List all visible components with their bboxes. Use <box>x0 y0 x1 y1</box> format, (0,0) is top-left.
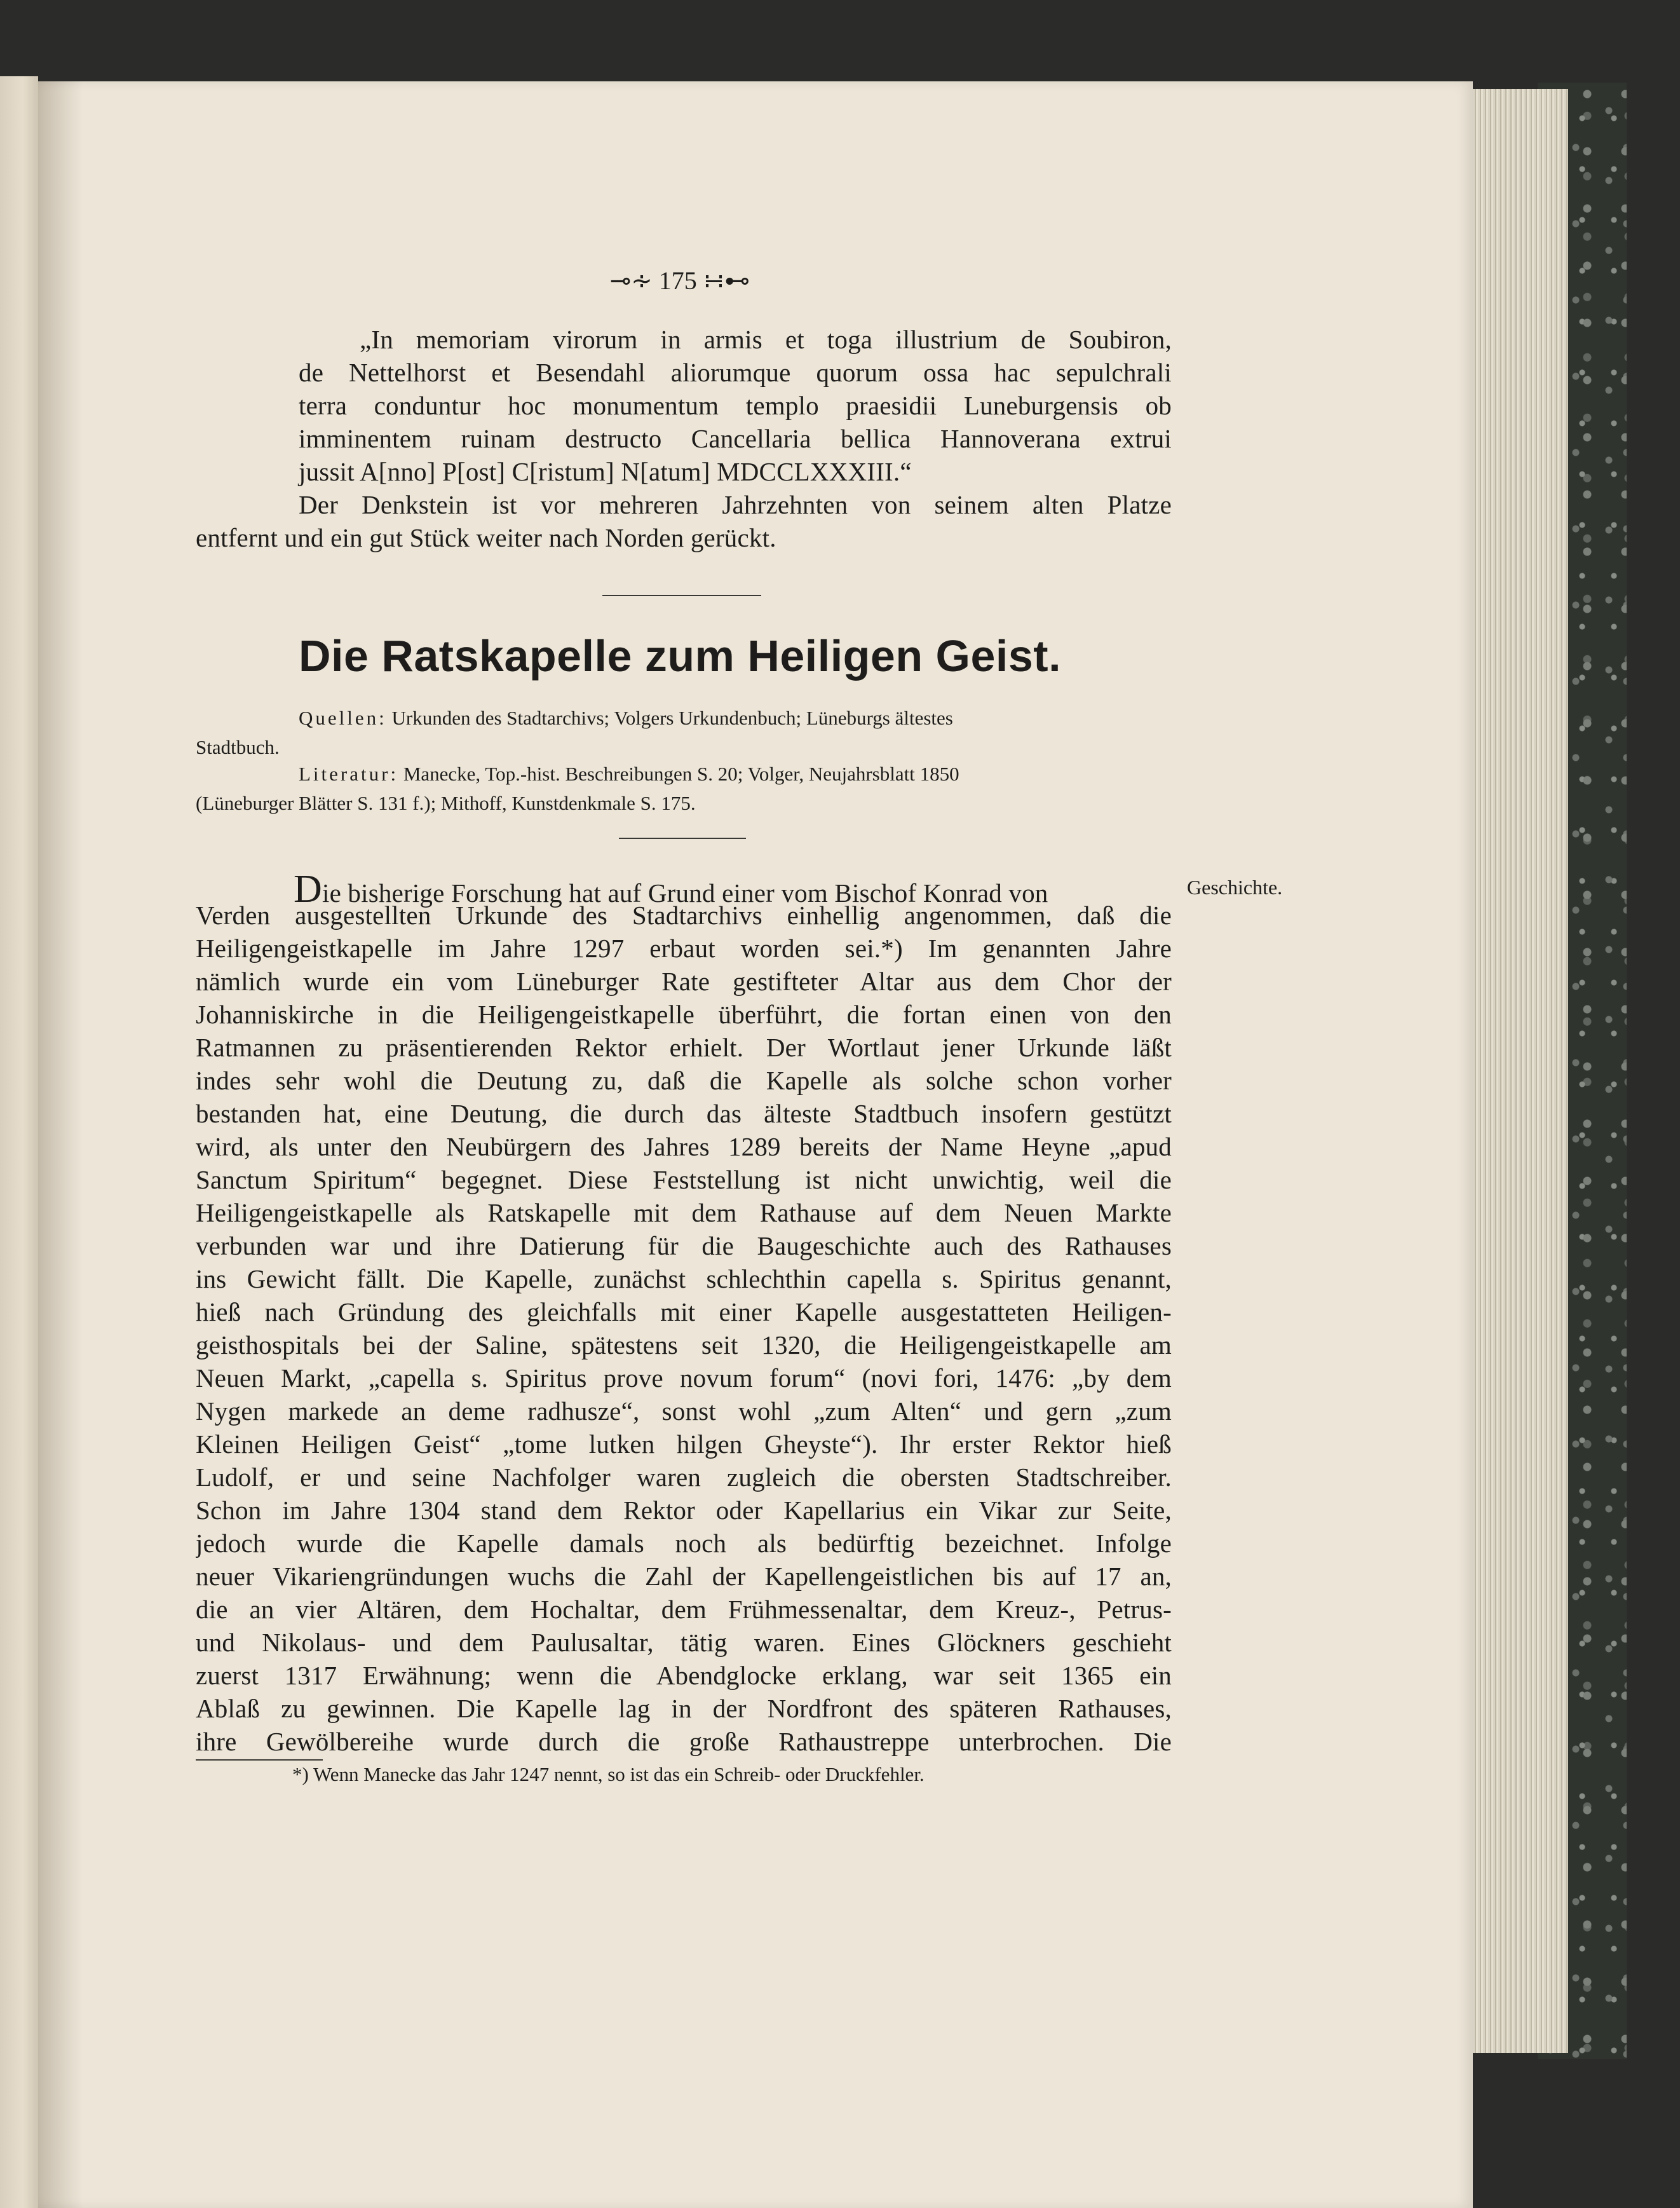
page-header <box>597 266 762 296</box>
body-line: zuerst 1317 Erwähnung; wenn die Abendglocke erklang, war seit 1365 ein <box>196 1661 1172 1690</box>
body-line: Nygen markede an deme radhusze“, sonst wohl „zum Alten“ und gern „zum <box>196 1396 1172 1426</box>
body-line: Verden ausgestellten Urkunde des Stadtarchivs einhellig angenommen, daß die <box>196 901 1172 930</box>
quote-line: jussit A[nno] P[ost] C[ristum] N[atum] MDCCLXXXIII.“ <box>299 457 912 486</box>
body-line: geisthospitals bei der Saline, spätestens seit 1320, die Heiligengeistkapelle am <box>196 1330 1172 1360</box>
body-line: Ludolf, er und seine Nachfolger waren zugleich die obersten Stadtschreiber. <box>196 1462 1172 1492</box>
body-line: Kleinen Heiligen Geist“ „tome lutken hilgen Gheyste“). Ihr erster Rektor hieß <box>196 1429 1172 1459</box>
intro-line: Der Denkstein ist vor mehreren Jahrzehnten von seinem alten Platze <box>299 490 1172 519</box>
quote-line: „In memoriam virorum in armis et toga illustrium de Soubiron, <box>360 325 1172 354</box>
facing-page-edge <box>0 76 38 2208</box>
body-line: Johanniskirche in die Heiligengeistkapelle überführt, die fortan einen von den <box>196 1000 1172 1029</box>
body-line: wird, als unter den Neubürgern des Jahres 1289 bereits der Name Heyne „apud <box>196 1132 1172 1161</box>
literature-label: Literatur: <box>299 763 399 785</box>
body-first-line-text: ie bisherige Forschung hat auf Grund einer vom Bischof Konrad von <box>322 878 1048 908</box>
sources-divider <box>619 838 746 839</box>
sources-line <box>299 707 953 730</box>
literature-line <box>299 763 959 786</box>
body-line: verbunden war und ihre Datierung für die Baugeschichte auch des Rathauses <box>196 1231 1172 1260</box>
body-line: Heiligengeistkapelle als Ratskapelle mit dem Rathause auf dem Neuen Markte <box>196 1198 1172 1227</box>
body-line: Heiligengeistkapelle im Jahre 1297 erbaut worden sei.*) Im genannten Jahre <box>196 934 1172 963</box>
body-line: bestanden hat, eine Deutung, die durch das älteste Stadtbuch insofern gestützt <box>196 1099 1172 1128</box>
page-edges <box>1473 89 1568 2053</box>
body-line: Sanctum Spiritum“ begegnet. Diese Feststellung ist nicht unwichtig, weil die <box>196 1165 1172 1194</box>
page-gutter-shadow <box>38 81 83 2208</box>
section-title: Die Ratskapelle zum Heiligen Geist. <box>298 631 1062 681</box>
intro-line: entfernt und ein gut Stück weiter nach Norden gerückt. <box>196 523 776 552</box>
literature-text: Manecke, Top.-hist. Beschreibungen S. 20; Volger, Neujahrsblatt 1850 <box>403 763 959 785</box>
page-number: 175 <box>658 266 697 295</box>
body-line: indes sehr wohl die Deutung zu, daß die Kapelle als solche schon vorher <box>196 1066 1172 1095</box>
body-line: und Nikolaus- und dem Paulusaltar, tätig waren. Eines Glöckners geschieht <box>196 1628 1172 1657</box>
body-line: ins Gewicht fällt. Die Kapelle, zunächst schlechthin capella s. Spiritus genannt, <box>196 1264 1172 1293</box>
body-line: nämlich wurde ein vom Lüneburger Rate gestifteter Altar aus dem Chor der <box>196 967 1172 996</box>
footnote: *) Wenn Manecke das Jahr 1247 nennt, so ist das ein Schreib- oder Druckfehler. <box>292 1763 925 1785</box>
margin-note: Geschichte. <box>1187 876 1283 899</box>
ornament-right: ∺⊷ <box>703 266 750 295</box>
quote-line: de Nettelhorst et Besendahl aliorumque quorum ossa hac sepulchrali <box>299 358 1172 387</box>
body-line: die an vier Altären, dem Hochaltar, dem Frühmessenaltar, dem Kreuz-, Petrus- <box>196 1595 1172 1624</box>
body-line: Ratmannen zu präsentierenden Rektor erhielt. Der Wortlaut jener Urkunde läßt <box>196 1033 1172 1062</box>
sources-text: Urkunden des Stadtarchivs; Volgers Urkundenbuch; Lüneburgs ältestes <box>391 707 953 729</box>
section-divider <box>602 595 761 596</box>
ornament-left: ⊸∻ <box>609 266 653 295</box>
body-line: hieß nach Gründung des gleichfalls mit einer Kapelle ausgestatteten Heiligen- <box>196 1297 1172 1326</box>
quote-line: imminentem ruinam destructo Cancellaria bellica Hannoverana extrui <box>299 424 1172 453</box>
body-line: Ablaß zu gewinnen. Die Kapelle lag in der Nordfront des späteren Rathauses, <box>196 1694 1172 1723</box>
body-line: Schon im Jahre 1304 stand dem Rektor oder Kapellarius ein Vikar zur Seite, <box>196 1496 1172 1525</box>
body-line: jedoch wurde die Kapelle damals noch als bedürftig bezeichnet. Infolge <box>196 1529 1172 1558</box>
sources-label: Quellen: <box>299 707 387 729</box>
drop-cap: D <box>294 868 322 911</box>
footnote-divider <box>196 1759 323 1761</box>
sources-cont: Stadtbuch. <box>196 736 280 758</box>
body-line: ihre Gewölbereihe wurde durch die große Rathaustreppe unterbrochen. Die <box>196 1727 1172 1756</box>
quote-line: terra conduntur hoc monumentum templo praesidii Luneburgensis ob <box>299 391 1172 420</box>
body-line: neuer Vikariengründungen wuchs die Zahl der Kapellengeistlichen bis auf 17 an, <box>196 1562 1172 1591</box>
literature-cont: (Lüneburger Blätter S. 131 f.); Mithoff, Kunstdenkmale S. 175. <box>196 792 696 814</box>
body-line: Neuen Markt, „capella s. Spiritus prove novum forum“ (novi fori, 1476: „by dem <box>196 1363 1172 1393</box>
